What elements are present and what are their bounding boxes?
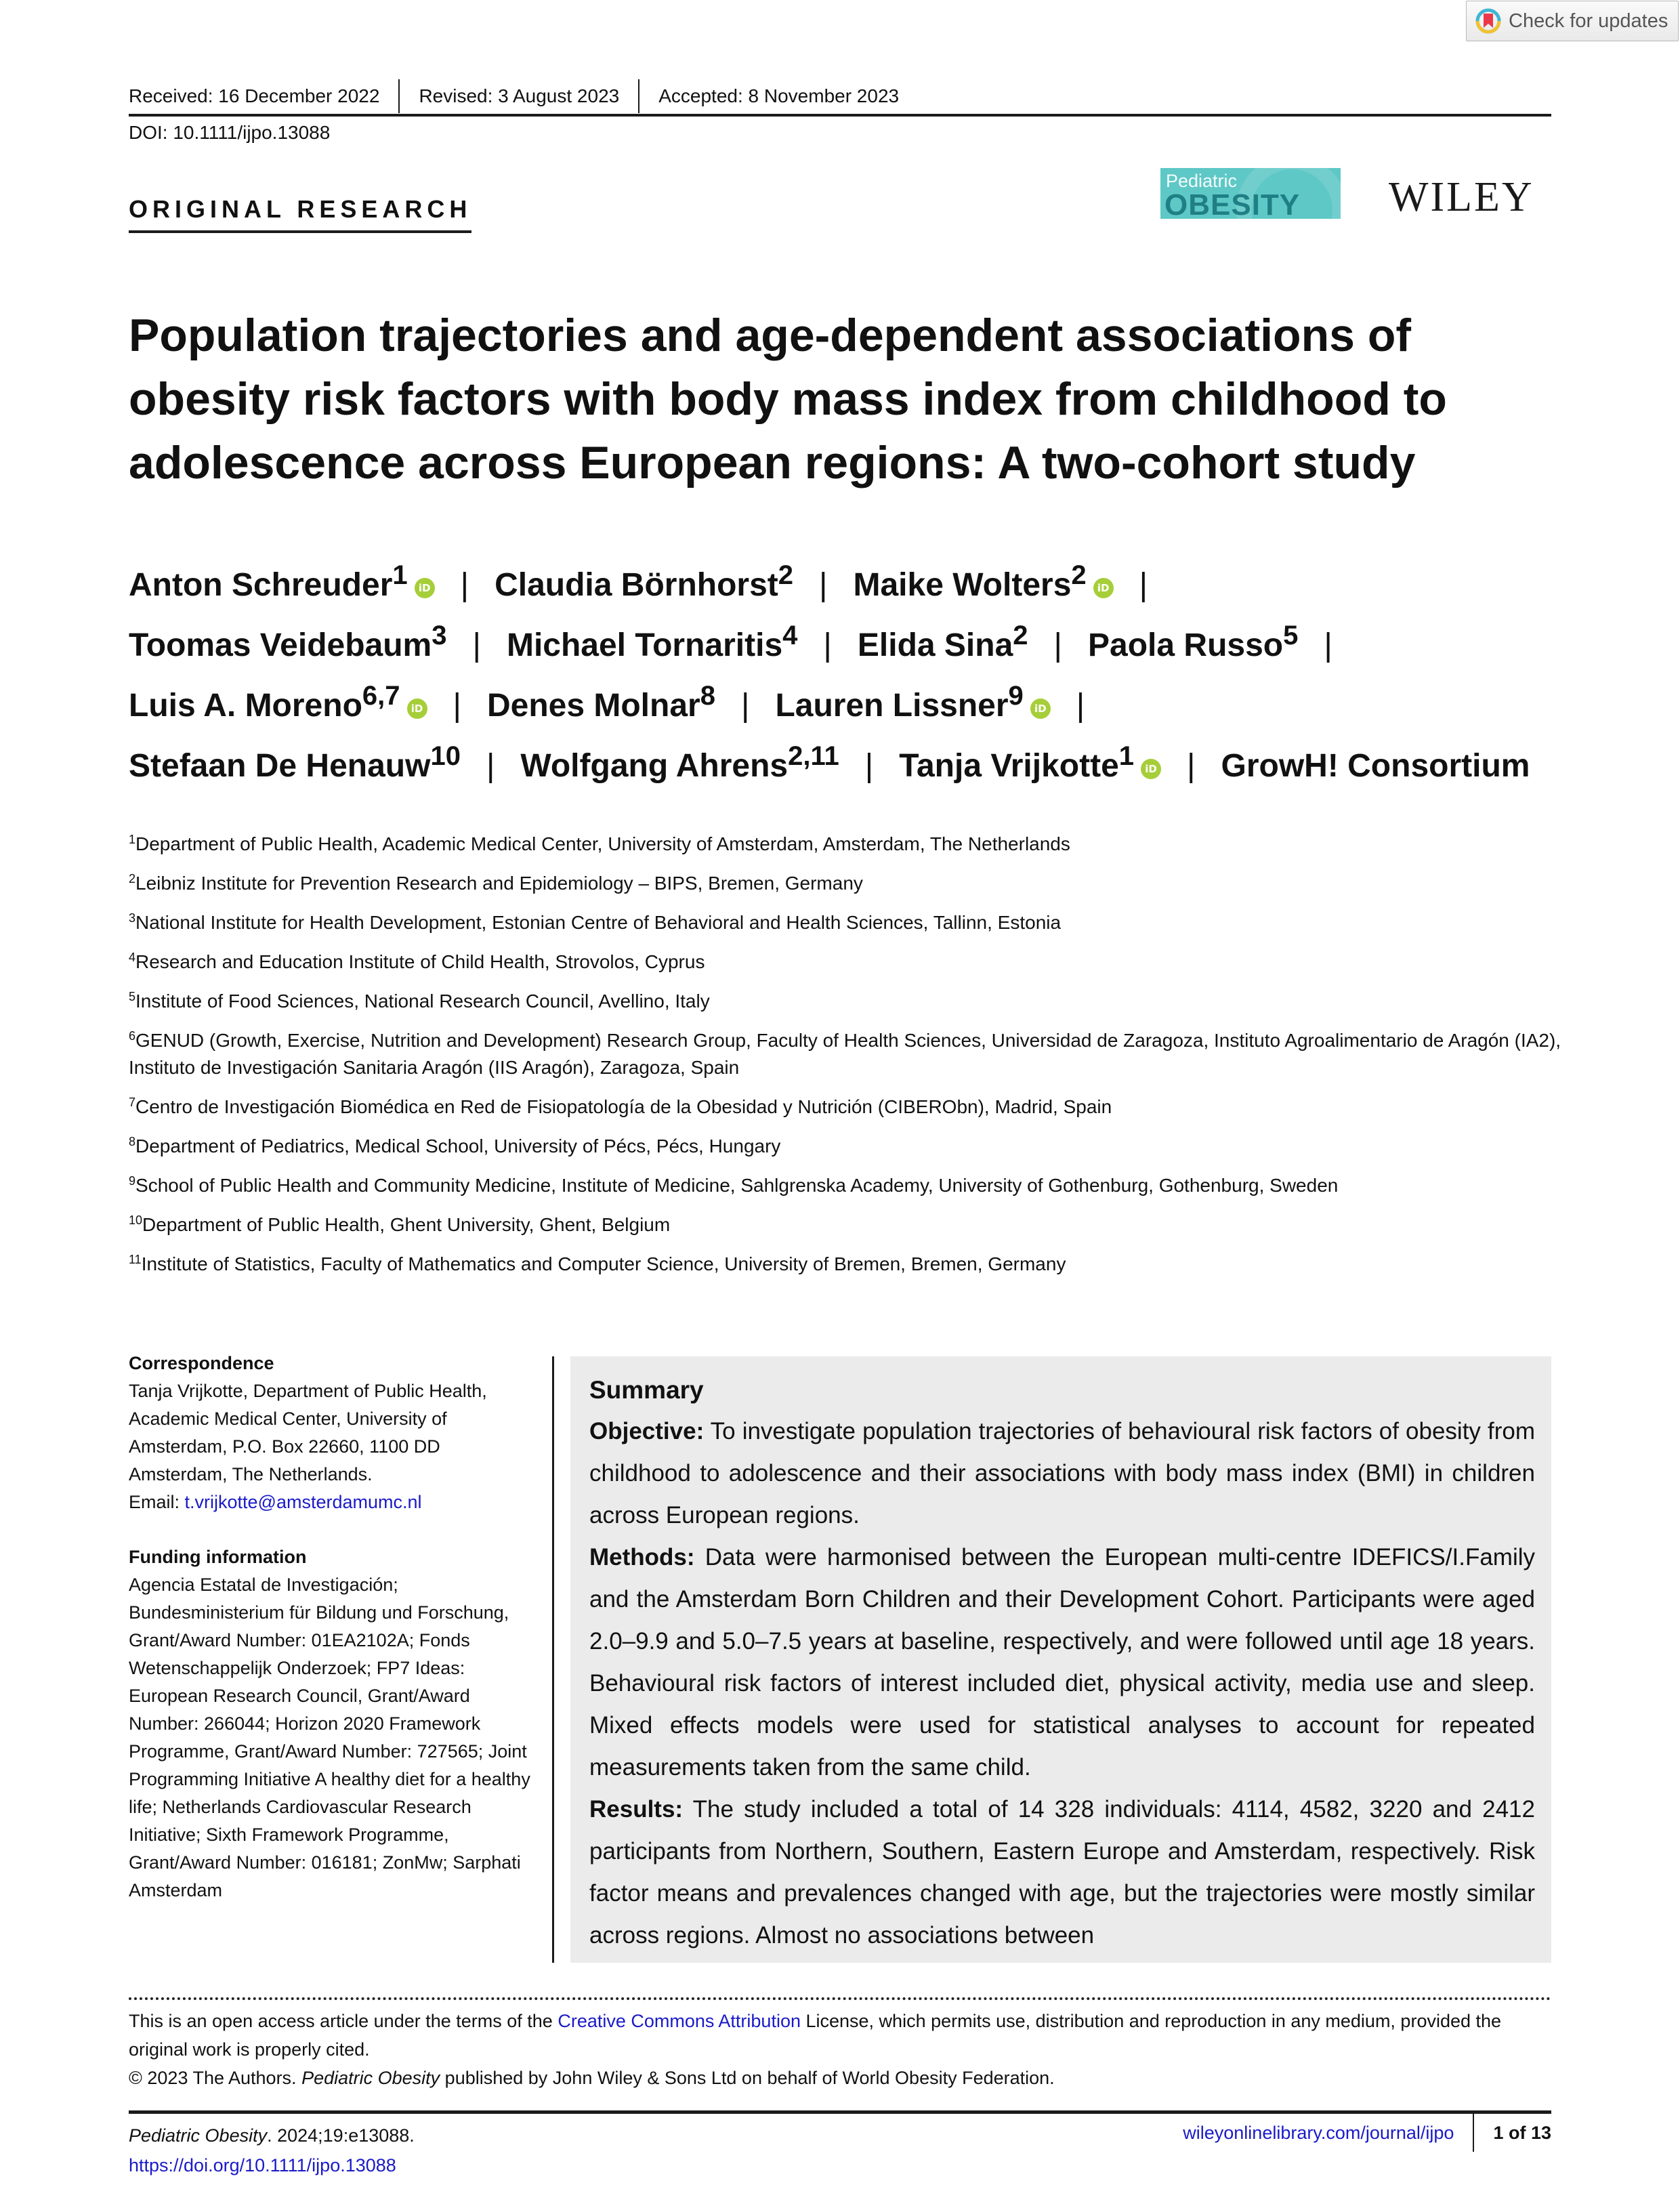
author-affiliation-sup[interactable]: 8 [700,681,715,711]
objective-label: Objective: [589,1418,705,1444]
author-name[interactable]: Elida Sina [857,627,1013,663]
affiliation-number: 1 [129,833,136,846]
author-affiliation-sup[interactable]: 5 [1283,621,1299,650]
author-line [129,550,1551,610]
copyright-post: published by John Wiley & Sons Ltd on behalf of World Obesity Federation. [440,2068,1055,2088]
author-affiliation-sup[interactable]: 2 [1071,560,1087,590]
author-separator: | [486,748,495,784]
affiliation-item [129,1133,1565,1160]
article-type-label: ORIGINAL RESEARCH [129,195,471,233]
journal-logo[interactable] [1160,168,1341,219]
author-affiliation-sup[interactable]: 1 [1118,741,1135,771]
correspondence-text: Tanja Vrijkotte, Department of Public Health, Academic Medical Center, University of Amsterdam, P.O. Box 22660, 1100 DD Amsterdam, The Netherlands. [129,1381,487,1484]
affiliation-text: Institute of Food Sciences, National Research Council, Avellino, Italy [135,991,710,1012]
affiliation-item [129,949,1565,976]
license-divider [129,1997,1551,2000]
affiliation-number: 4 [129,951,136,964]
author-separator: | [740,688,750,724]
article-history [129,79,1551,117]
author-line [129,671,1551,731]
author-name[interactable]: Claudia Börnhorst [495,567,778,603]
license-notice [129,2007,1558,2092]
author-separator: | [1324,627,1332,663]
author-name[interactable]: Maike Wolters [853,567,1072,603]
author-name[interactable]: Tanja Vrijkotte [899,748,1119,784]
summary-objective [589,1411,1535,1537]
author-separator: | [819,567,828,603]
results-label: Results: [589,1796,684,1822]
author-affiliation-sup[interactable]: 10 [430,741,461,771]
affiliation-number: 6 [129,1029,136,1043]
orcid-icon[interactable]: iD [407,699,427,719]
copyright-journal: Pediatric Obesity [301,2068,440,2088]
affiliation-item [129,1027,1565,1081]
methods-label: Methods: [589,1544,695,1570]
affiliation-text: Centro de Investigación Biomédica en Red de Fisiopatología de la Obesidad y Nutrición (CIBERObn), Madrid, Spain [135,1096,1112,1117]
affiliation-text: GENUD (Growth, Exercise, Nutrition and Development) Research Group, Faculty of Health Sciences, Universidad de Zaragoza, Instituto Agroalimentario de Aragón (IA2), Instituto de Investigación Sanitaria Aragón (IIS Aragón), Zaragoza, Spain [129,1030,1561,1078]
license-pre: This is an open access article under the terms of the [129,2011,558,2031]
revised-date: Revised: 3 August 2023 [400,79,639,113]
affiliation-text: Research and Education Institute of Child Health, Strovolos, Cyprus [135,951,705,972]
author-separator: | [472,627,481,663]
author-separator: | [1139,567,1148,603]
author-separator: | [1076,688,1085,724]
accepted-date: Accepted: 8 November 2023 [658,85,900,106]
license-text [129,2007,1558,2064]
doi-link[interactable]: https://doi.org/10.1111/ijpo.13088 [129,2155,396,2175]
affiliation-item [129,831,1565,858]
affiliation-number: 3 [129,911,136,925]
author-name[interactable]: Wolfgang Ahrens [520,748,789,784]
author-separator: | [1187,748,1196,784]
affiliation-text: Institute of Statistics, Faculty of Mathematics and Computer Science, University of Bremen, Bremen, Germany [141,1253,1066,1274]
footer-right [1183,2114,1551,2152]
journal-site-link[interactable]: wileyonlinelibrary.com/journal/ijpo [1183,2114,1474,2152]
affiliation-item [129,1251,1565,1278]
affiliation-number: 10 [129,1213,143,1227]
footer-citation [129,2121,415,2180]
author-affiliation-sup[interactable]: 3 [432,621,447,650]
correspondence-heading: Correspondence [129,1353,274,1373]
affiliation-item [129,1093,1565,1121]
copyright-text [129,2064,1558,2092]
affiliation-number: 5 [129,990,136,1003]
author-affiliation-sup[interactable]: 1 [392,560,408,590]
objective-text: To investigate population trajectories of behavioural risk factors of obesity from childhood to adolescence and their associations with body mass index (BMI) in children across European regions. [589,1418,1535,1528]
author-name[interactable]: GrowH! Consortium [1221,748,1530,784]
publisher-logo[interactable]: WILEY [1389,174,1534,220]
orcid-icon[interactable]: iD [1141,759,1161,779]
author-list [129,550,1551,791]
author-separator: | [460,567,469,603]
column-divider [552,1356,554,1963]
affiliation-number: 9 [129,1174,136,1188]
author-affiliation-sup[interactable]: 2 [778,560,794,590]
affiliation-text: Leibniz Institute for Prevention Research and Epidemiology – BIPS, Bremen, Germany [135,873,863,894]
affiliation-text: Department of Pediatrics, Medical School, University of Pécs, Pécs, Hungary [135,1136,781,1157]
journal-logo-line2: OBESITY [1164,188,1301,219]
author-separator: | [453,688,461,724]
affiliation-text: National Institute for Health Development, Estonian Centre of Behavioral and Health Sciences, Tallinn, Estonia [135,912,1062,933]
summary-box [570,1356,1551,1963]
license-post: License, which permits use, distribution and reproduction in any medium, provided the original work is properly cited. [129,2011,1502,2060]
author-separator: | [1053,627,1062,663]
summary-results [589,1789,1535,1957]
check-for-updates-button[interactable] [1466,1,1679,41]
author-separator: | [864,748,874,784]
orcid-icon[interactable]: iD [1093,578,1114,598]
author-name[interactable]: Paola Russo [1088,627,1284,663]
affiliation-number: 11 [129,1253,142,1266]
affiliation-number: 2 [129,872,136,886]
author-name[interactable]: Toomas Veidebaum [129,627,432,663]
author-line [129,731,1551,791]
affiliation-number: 8 [129,1135,136,1148]
check-for-updates-label: Check for updates [1509,9,1668,32]
cc-license-link[interactable]: Creative Commons Attribution [558,2011,801,2031]
article-title: Population trajectories and age-dependent associations of obesity risk factors with body mass index from childhood to adolescence across European regions: A two-cohort study [129,310,1447,488]
author-affiliation-sup[interactable]: 6,7 [362,681,400,711]
email-link[interactable]: t.vrijkotte@amsterdamumc.nl [184,1492,422,1512]
author-affiliation-sup[interactable]: 2 [1013,621,1028,650]
correspondence-block [129,1377,535,1516]
results-text: The study included a total of 14 328 individuals: 4114, 4582, 3220 and 2412 participants from Northern, Southern, Eastern Europe and Amsterdam, respectively. Risk factor means and prevalences changed with age, but the trajectories were mostly similar across regions. Almost no associations between [589,1796,1535,1949]
author-affiliation-sup[interactable]: 4 [782,621,798,650]
doi-label: DOI: 10.1111/ijpo.13088 [129,122,331,143]
affiliation-text: Department of Public Health, Academic Medical Center, University of Amsterdam, Amsterdam, The Netherlands [135,833,1070,854]
author-affiliation-sup[interactable]: 9 [1008,681,1024,711]
author-name[interactable]: Anton Schreuder [129,567,393,603]
funding-heading: Funding information [129,1547,307,1567]
author-name[interactable]: Denes Molnar [486,688,700,724]
sidebar-info [129,1350,535,1932]
page-number: 1 of 13 [1493,2122,1551,2143]
summary-methods [589,1537,1535,1789]
citation-details: . 2024;19:e13088. [267,2125,415,2146]
author-name[interactable]: Luis A. Moreno [129,688,362,724]
affiliation-text: School of Public Health and Community Medicine, Institute of Medicine, Sahlgrenska Academy, University of Gothenburg, Gothenburg, Sweden [135,1175,1339,1196]
author-separator: | [823,627,832,663]
copyright-pre: © 2023 The Authors. [129,2068,302,2088]
author-name[interactable]: Lauren Lissner [775,688,1009,724]
affiliation-item [129,909,1565,936]
summary-heading: Summary [589,1376,704,1404]
affiliation-item [129,988,1565,1015]
affiliation-item [129,870,1565,897]
email-label: Email: [129,1492,185,1512]
author-line [129,610,1551,671]
citation-journal: Pediatric Obesity [129,2125,268,2146]
author-affiliation-sup[interactable]: 2,11 [788,741,839,771]
journal-logo-line1: Pediatric [1166,171,1238,191]
affiliation-text: Department of Public Health, Ghent University, Ghent, Belgium [142,1214,671,1235]
affiliation-number: 7 [129,1096,136,1109]
affiliation-item [129,1172,1565,1199]
funding-text: Agencia Estatal de Investigación; Bundesministerium für Bildung und Forschung, Grant/Award Number: 01EA2102A; Fonds Wetenschappelijk Onderzoek; FP7 Ideas: European Research Council, Grant/Award Number: 266044; Horizon 2020 Framework Programme, Grant/Award Number: 727565; Joint Programming Initiative A healthy diet for a healthy life; Netherlands Cardiovascular Research Initiative; Sixth Framework Programme, Grant/Award Number: 016181; ZonMw; Sarphati Amsterdam [129,1575,530,1900]
received-date: Received: 16 December 2022 [129,79,400,113]
methods-text: Data were harmonised between the European multi-centre IDEFICS/I.Family and the Amsterdam Born Children and their Development Cohort. Participants were aged 2.0–9.9 and 5.0–7.5 years at baseline, respectively, and were followed until age 18 years. Behavioural risk factors of interest included diet, physical activity, media use and sleep. Mixed effects models were used for statistical analyses to account for repeated measurements taken from the same child. [589,1544,1535,1780]
orcid-icon[interactable]: iD [415,578,435,598]
orcid-icon[interactable]: iD [1030,699,1051,719]
author-name[interactable]: Michael Tornaritis [506,627,783,663]
crossmark-bookmark-icon [1475,7,1502,35]
affiliations-list [129,831,1565,1290]
author-name[interactable]: Stefaan De Henauw [129,748,431,784]
affiliation-item [129,1211,1565,1238]
